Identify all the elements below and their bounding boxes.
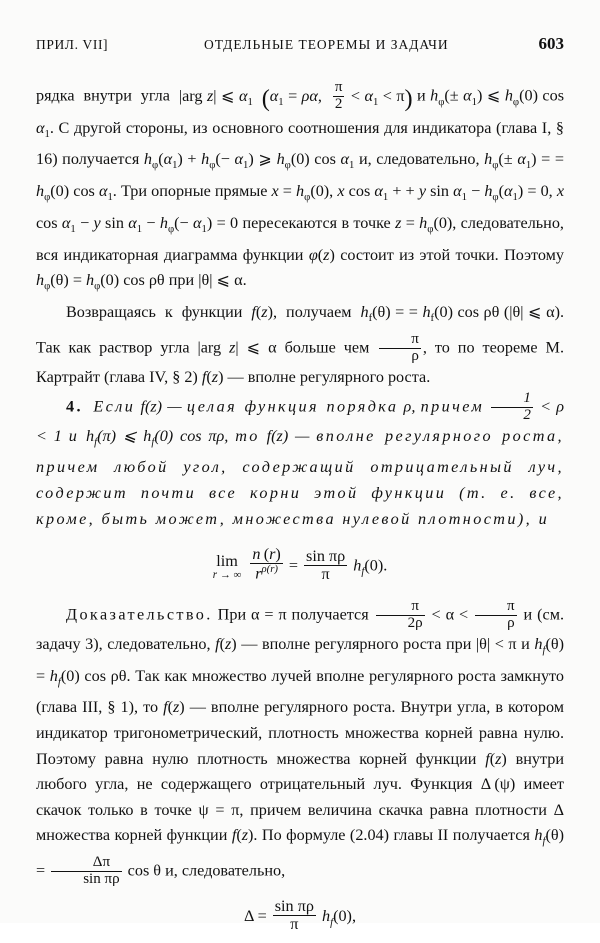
theorem-number: 4. bbox=[66, 397, 83, 416]
running-head bbox=[36, 34, 564, 54]
paragraph-1: рядка внутри угла |arg z| ⩽ $\alpha_1$ ($\alpha_1 = \rho\alpha$, $\frac{\pi}{2}$ < $\alpha_1 < \pi$) и $h_\varphi(\pm \alpha_1)$ ⩽ $h_\varphi(0)$ $\cos \alpha_1$. С другой стороны, из основного соотношения для индикатора (глава I, § 16) получается $h_\varphi(\alpha_1) + h_\varphi(- \alpha_1)$ ⩾ $h_\varphi(0)$ $\cos \alpha_1$ и, следовательно, $h_\varphi(\pm \alpha_1)$ = = $h_\varphi(0)$ $\cos \alpha_1$. Три опорные прямые $x = h_\varphi(0)$, x $\cos \alpha_1$ + + y $\sin \alpha_1 - h_\varphi(\alpha_1) = 0$, x $\cos \alpha_1 - y$ $\sin \alpha_1 - h_\varphi(- \alpha_1) = 0$ пересекаются в точке $z = h_\varphi(0)$, следовательно, вся индикаторная диаграмма функции φ(z) состоит из этой точки. Поэтому $h_\varphi(\theta) = h_\varphi(0)$ cos ρθ при |θ| ⩽ α. bbox=[36, 79, 565, 293]
page-content bbox=[36, 34, 564, 943]
running-head-left: ПРИЛ. VII] bbox=[36, 37, 109, 52]
paragraph-4-proof: Доказательство. При α = π получается $\frac{\pi}{2\rho}$ < α < $\frac{\pi}{\rho}$ и (см. задачу 3), следовательно, f(z) — вполне регулярного роста при |θ| < π и $h_f(\theta) = h_f(0)$ cos ρθ. Так как множество лучей вполне регулярного роста замкнуто (глава III, § 1), то f(z) — вполне регулярного роста. Внутри угла, в котором индикатор тригонометрический, плотность множества корней равна нулю. Поэтому равна нулю плотность множества корней функции f(z) внутри любого угла, не содержащего отрицательный луч. Функция Δ (ψ) имеет скачок только в точке ψ = π, причем величина скачка равна плотности Δ множества корней функции f(z). По формуле (2.04) главы II получается $h_f(\theta)$ = $\frac{\Delta\pi}{\text{sin πρ}}$ cos θ и, следовательно, bbox=[36, 597, 565, 888]
page-number: 603 bbox=[538, 34, 564, 53]
paragraph-2: Возвращаясь к функции f(z), получаем $h_f(\theta)$ = = $h_f(0)$ cos ρθ (|θ| ⩽ α). Так как раствор угла |arg z| ⩽ α больше чем $\frac{\pi}{\rho}$ , то по теореме М. Картрайт (глава IV, § 2) f(z) — вполне регулярного роста. bbox=[36, 303, 565, 387]
proof-label: Доказательство. bbox=[66, 605, 213, 624]
display-equation-1: lim r → ∞ $\frac{n (r)}{r^{\rho(r)}}$ = $\frac{\text{sin πρ}}{\pi}$ $h_f(0)$. bbox=[212, 545, 388, 583]
paragraph-3-theorem: 4. Если f(z) — целая функция порядка ρ, причем $\frac{1}{2}$ < ρ < 1 и $h_f(\pi)$ ⩽ $h_f(0)$ cos πρ, то f(z) — вполне регулярного роста, причем любой угол, содержащий отрицательный луч, содержит почти все корни этой функции (т. е. все, кроме, быть может, множества нулевой плотности), и bbox=[36, 389, 564, 528]
display-equation-2: Δ = $\frac{\text{sin πρ}}{\pi}$ $h_f(0)$, bbox=[244, 897, 356, 934]
running-head-center: ОТДЕЛЬНЫЕ ТЕОРЕМЫ И ЗАДАЧИ bbox=[203, 37, 449, 52]
